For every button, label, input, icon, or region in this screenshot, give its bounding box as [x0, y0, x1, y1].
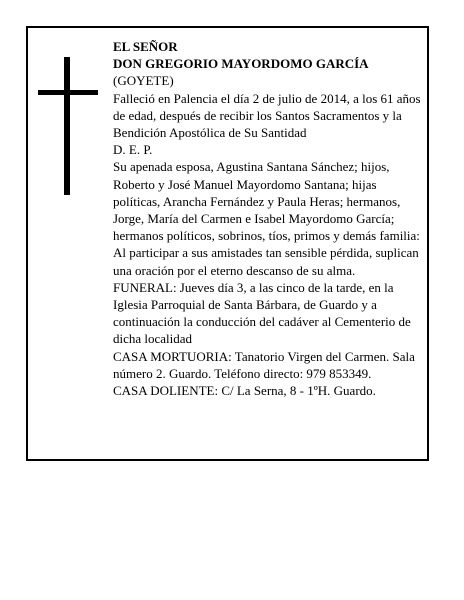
deceased-name: DON GREGORIO MAYORDOMO GARCÍA: [113, 56, 369, 72]
cross-vertical-bar: [64, 57, 70, 195]
nickname: (GOYETE): [113, 73, 174, 89]
rip-line: D. E. P.: [113, 142, 153, 158]
cross-horizontal-bar: [38, 90, 98, 95]
obituary-text: [113, 38, 423, 399]
home-paragraph: CASA DOLIENTE: C/ La Serna, 8 - 1ºH. Guardo.: [113, 383, 376, 399]
death-paragraph: Falleció en Palencia el día 2 de julio de 2014, a los 61 años de edad, después de recibir los Santos Sacramentos y la Bendición Apostólica de Su Santidad: [113, 90, 421, 141]
mortuary-paragraph: CASA MORTUORIA: Tanatorio Virgen del Carmen. Sala número 2. Guardo. Teléfono directo: 979 853349.: [113, 348, 415, 381]
cross-icon: [38, 57, 98, 195]
family-paragraph: Su apenada esposa, Agustina Santana Sánchez; hijos, Roberto y José Manuel Mayordomo Santana; hijas políticas, Arancha Fernández y Paula Heras; hermanos, Jorge, María del Carmen e Isabel Mayordomo García; hermanos políticos, sobrinos, tíos, primos y demás familia:: [113, 159, 420, 244]
funeral-paragraph: FUNERAL: Jueves día 3, a las cinco de la tarde, en la Iglesia Parroquial de Santa Bárbara, de Guardo y a continuación la conducción del cadáver al Cementerio de dicha localidad: [113, 279, 411, 347]
request-paragraph: Al participar a sus amistades tan sensible pérdida, suplican una oración por el eterno descanso de su alma.: [113, 245, 419, 278]
heading-title: EL SEÑOR: [113, 39, 178, 54]
